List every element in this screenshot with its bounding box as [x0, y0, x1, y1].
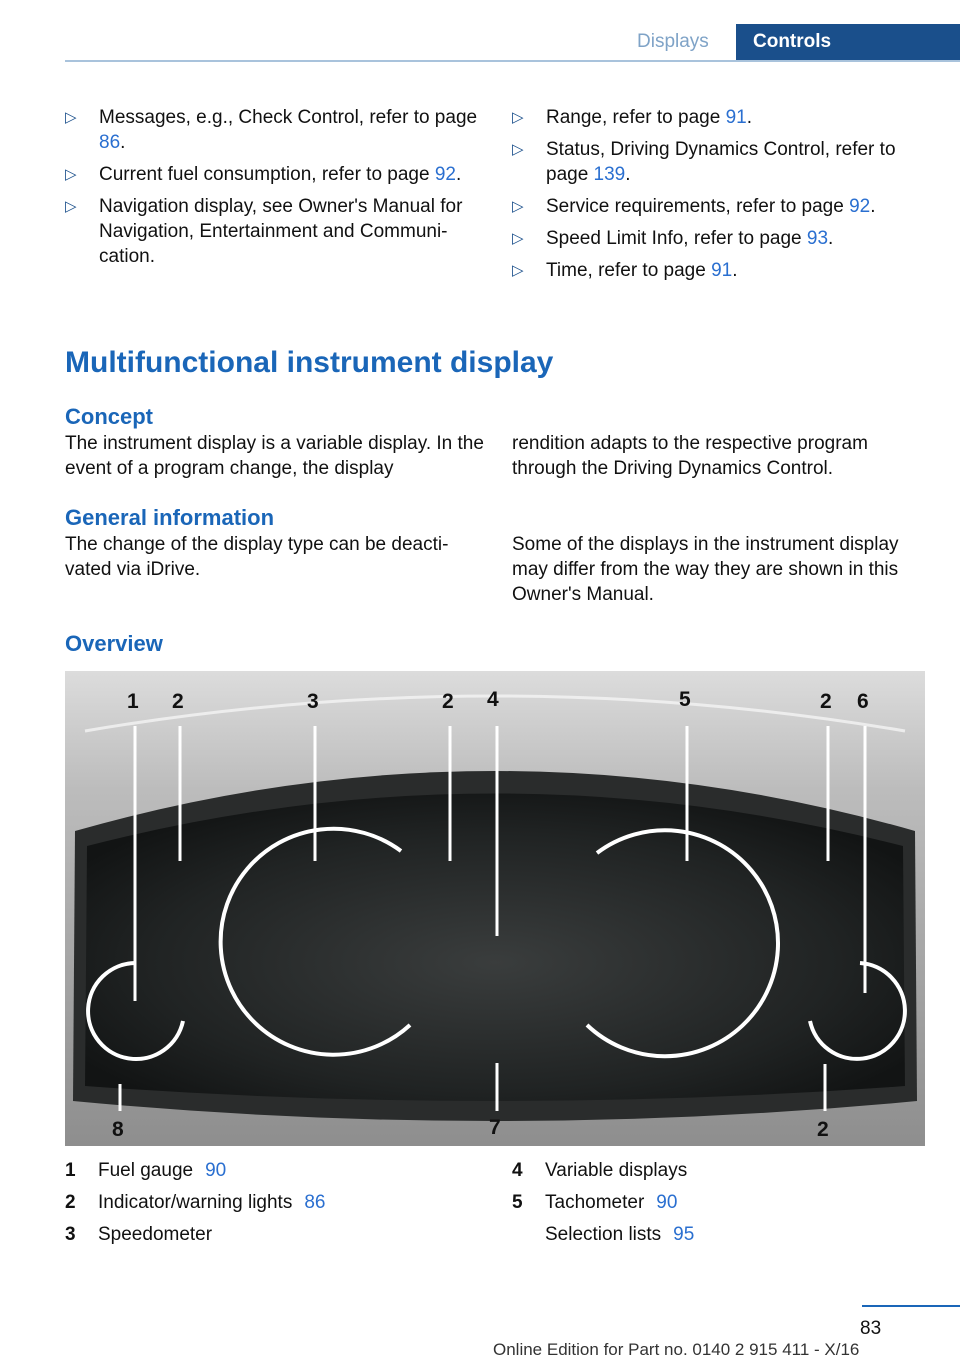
bullet-item: ▷ Current fuel consumption, refer to page 92.	[65, 164, 462, 185]
concept-heading: Concept	[65, 404, 153, 429]
legend-number: 2	[65, 1192, 76, 1213]
legend-number: 3	[65, 1224, 76, 1245]
legend-label: Speedometer	[98, 1224, 213, 1245]
page-link[interactable]: 95	[673, 1224, 695, 1245]
bullet-item: ▷ Service requirements, refer to page 92.	[512, 196, 876, 217]
page-link[interactable]: 92	[434, 164, 456, 185]
legend-item	[65, 1187, 485, 1219]
bullet-item: ▷ Navigation display, see Owner's Manual for Navigation, Entertainment and Communi-cation.	[65, 196, 463, 267]
section-tab-displays[interactable]: Displays	[637, 31, 709, 52]
page-link[interactable]: 90	[205, 1160, 227, 1181]
header-rule	[65, 60, 960, 62]
legend-item	[512, 1187, 932, 1219]
concept-text-right: rendition adapts to the respective program through the Driving Dynamics Control.	[512, 433, 868, 479]
callout-label: 2	[817, 1118, 829, 1141]
legend-label: Fuel gauge	[98, 1160, 194, 1181]
display-screen	[85, 794, 905, 1102]
edition-note: Online Edition for Part no. 0140 2 915 411 - X/16	[493, 1340, 860, 1359]
legend-left	[65, 1155, 485, 1251]
page-link[interactable]: 139	[593, 164, 626, 185]
page-title: Multifunctional instrument display	[65, 346, 554, 379]
triangle-bullet-icon: ▷	[65, 109, 77, 126]
callout-label: 1	[127, 690, 139, 713]
bullet-item: ▷ Status, Driving Dynamics Control, refer to page 139.	[512, 139, 896, 185]
legend-right	[512, 1155, 932, 1251]
legend-label: Variable displays	[545, 1160, 688, 1181]
triangle-bullet-icon: ▷	[65, 198, 77, 215]
bullet-list-left	[65, 105, 485, 276]
legend-label: Tachometer	[545, 1192, 645, 1213]
triangle-bullet-icon: ▷	[512, 109, 524, 126]
legend-item	[512, 1155, 932, 1187]
page-link[interactable]: 86	[99, 132, 121, 153]
callout-label: 5	[679, 688, 691, 711]
page-link[interactable]: 92	[849, 196, 871, 217]
general-info-text-right: Some of the displays in the instrument display may differ from the way they are shown in this Owner's Manual.	[512, 534, 899, 605]
legend-number: 5	[512, 1192, 523, 1213]
legend-number: 1	[65, 1160, 76, 1181]
concept-text-left: The instrument display is a variable display. In the event of a program change, the display	[65, 433, 484, 479]
triangle-bullet-icon: ▷	[512, 262, 524, 279]
legend-item	[65, 1155, 485, 1187]
general-info-text-left: The change of the display type can be deacti-vated via iDrive.	[65, 534, 449, 580]
page-link[interactable]: 93	[806, 228, 829, 249]
page-link[interactable]: 91	[711, 260, 733, 281]
legend-item	[65, 1219, 485, 1251]
page-link[interactable]: 91	[725, 107, 747, 128]
callout-label: 2	[172, 690, 184, 713]
instrument-cluster-figure	[65, 671, 925, 1146]
triangle-bullet-icon: ▷	[512, 141, 524, 158]
page-link[interactable]: 90	[656, 1192, 678, 1213]
page-number: 83	[860, 1318, 882, 1339]
chapter-tab-controls[interactable]: Controls	[736, 24, 960, 62]
footer-rule	[862, 1305, 960, 1307]
bullet-item: ▷ Speed Limit Info, refer to page 93.	[512, 228, 834, 249]
overview-heading: Overview	[65, 631, 163, 656]
page-link[interactable]: 86	[304, 1192, 326, 1213]
callout-label: 7	[489, 1116, 501, 1139]
callout-label: 8	[112, 1118, 124, 1141]
callout-label: 2	[442, 690, 454, 713]
bullet-item: ▷ Time, refer to page 91.	[512, 260, 738, 281]
callout-label: 3	[307, 690, 319, 713]
bullet-list-right	[512, 105, 932, 290]
legend-label: Indicator/warning lights	[98, 1192, 293, 1213]
callout-label: 2	[820, 690, 832, 713]
legend-label: Selection lists	[545, 1224, 662, 1245]
callout-label: 6	[857, 690, 869, 713]
bullet-item: ▷ Messages, e.g., Check Control, refer to page 86.	[65, 107, 478, 153]
bullet-item: ▷ Range, refer to page 91.	[512, 107, 752, 128]
triangle-bullet-icon: ▷	[512, 230, 524, 247]
legend-item	[512, 1219, 932, 1251]
legend-number: 4	[512, 1160, 523, 1181]
general-info-heading: General information	[65, 505, 275, 530]
triangle-bullet-icon: ▷	[65, 166, 77, 183]
callout-label: 4	[487, 688, 499, 711]
triangle-bullet-icon: ▷	[512, 198, 524, 215]
